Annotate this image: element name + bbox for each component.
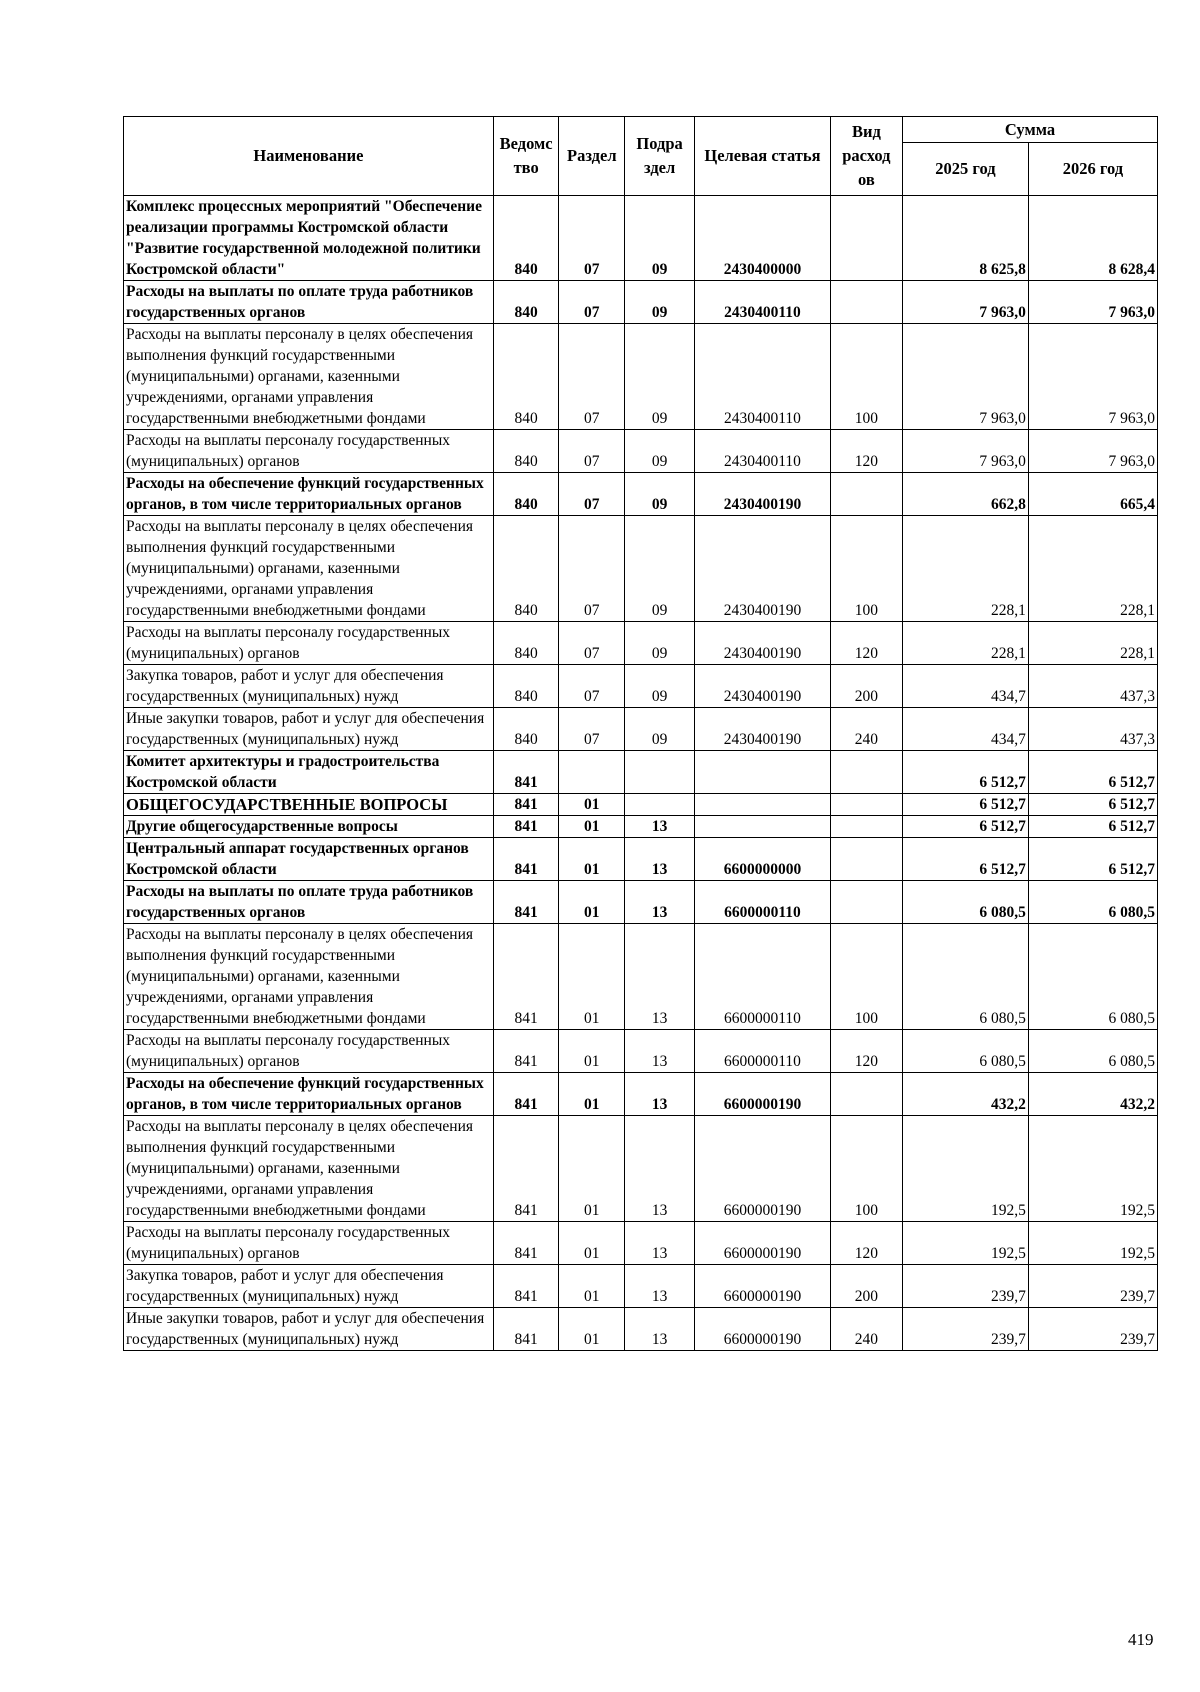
table-row xyxy=(124,1308,1158,1351)
cell-name: Расходы на выплаты персоналу государственных (муниципальных) органов xyxy=(124,1030,494,1073)
cell-exp-type: 120 xyxy=(830,622,902,665)
cell-name: Комплекс процессных мероприятий "Обеспечение реализации программы Костромской области "Развитие государственной молодежной политики Костромской области" xyxy=(124,196,494,281)
cell-sum-2026: 192,5 xyxy=(1028,1222,1157,1265)
cell-dept: 841 xyxy=(493,794,559,816)
cell-sum-2025: 432,2 xyxy=(903,1073,1029,1116)
page-number: 419 xyxy=(1128,1630,1154,1649)
cell-dept: 841 xyxy=(493,838,559,881)
cell-subsection: 09 xyxy=(625,324,695,430)
table-header xyxy=(124,117,1158,196)
cell-subsection: 13 xyxy=(625,1308,695,1351)
cell-target: 2430400000 xyxy=(695,196,831,281)
cell-sum-2026: 6 080,5 xyxy=(1028,1030,1157,1073)
cell-section: 07 xyxy=(559,665,625,708)
cell-name: Расходы на выплаты персоналу в целях обеспечения выполнения функций государственными (муниципальными) органами, казенными учреждениями, органами управления государственными внебюджетными фондами xyxy=(124,1116,494,1222)
table-row xyxy=(124,665,1158,708)
cell-sum-2026: 192,5 xyxy=(1028,1116,1157,1222)
cell-dept: 841 xyxy=(493,1116,559,1222)
cell-name: Другие общегосударственные вопросы xyxy=(124,816,494,838)
cell-name: Расходы на выплаты персоналу в целях обеспечения выполнения функций государственными (муниципальными) органами, казенными учреждениями, органами управления государственными внебюджетными фондами xyxy=(124,516,494,622)
cell-target: 6600000000 xyxy=(695,838,831,881)
cell-section xyxy=(559,751,625,794)
cell-exp-type: 100 xyxy=(830,924,902,1030)
cell-name: Расходы на выплаты персоналу государственных (муниципальных) органов xyxy=(124,430,494,473)
cell-subsection xyxy=(625,794,695,816)
cell-name: Центральный аппарат государственных органов Костромской области xyxy=(124,838,494,881)
cell-subsection: 13 xyxy=(625,1030,695,1073)
cell-name: ОБЩЕГОСУДАРСТВЕННЫЕ ВОПРОСЫ xyxy=(124,794,494,816)
cell-target: 2430400110 xyxy=(695,430,831,473)
cell-sum-2025: 6 512,7 xyxy=(903,816,1029,838)
cell-sum-2026: 437,3 xyxy=(1028,708,1157,751)
cell-sum-2026: 7 963,0 xyxy=(1028,430,1157,473)
cell-dept: 841 xyxy=(493,1265,559,1308)
header-dept: Ведомс тво xyxy=(493,117,559,196)
cell-sum-2026: 6 080,5 xyxy=(1028,924,1157,1030)
cell-section: 07 xyxy=(559,281,625,324)
cell-target xyxy=(695,816,831,838)
cell-exp-type xyxy=(830,1073,902,1116)
cell-dept: 841 xyxy=(493,1308,559,1351)
cell-target xyxy=(695,794,831,816)
cell-name: Расходы на выплаты персоналу в целях обеспечения выполнения функций государственными (муниципальными) органами, казенными учреждениями, органами управления государственными внебюджетными фондами xyxy=(124,924,494,1030)
table-row xyxy=(124,281,1158,324)
cell-target: 6600000190 xyxy=(695,1116,831,1222)
table-body xyxy=(124,196,1158,1351)
cell-sum-2025: 7 963,0 xyxy=(903,281,1029,324)
cell-exp-type: 100 xyxy=(830,324,902,430)
table-row xyxy=(124,473,1158,516)
cell-sum-2025: 6 080,5 xyxy=(903,1030,1029,1073)
cell-sum-2025: 7 963,0 xyxy=(903,430,1029,473)
cell-name: Иные закупки товаров, работ и услуг для обеспечения государственных (муниципальных) нужд xyxy=(124,708,494,751)
cell-dept: 840 xyxy=(493,430,559,473)
table-row xyxy=(124,196,1158,281)
cell-subsection: 09 xyxy=(625,281,695,324)
cell-sum-2025: 8 625,8 xyxy=(903,196,1029,281)
cell-sum-2026: 8 628,4 xyxy=(1028,196,1157,281)
cell-name: Закупка товаров, работ и услуг для обеспечения государственных (муниципальных) нужд xyxy=(124,1265,494,1308)
cell-subsection: 13 xyxy=(625,838,695,881)
cell-dept: 841 xyxy=(493,881,559,924)
cell-dept: 840 xyxy=(493,473,559,516)
cell-subsection: 09 xyxy=(625,665,695,708)
cell-dept: 841 xyxy=(493,816,559,838)
header-exp-type: Вид расход ов xyxy=(830,117,902,196)
cell-subsection xyxy=(625,751,695,794)
cell-exp-type xyxy=(830,838,902,881)
cell-name: Иные закупки товаров, работ и услуг для обеспечения государственных (муниципальных) нужд xyxy=(124,1308,494,1351)
cell-sum-2026: 228,1 xyxy=(1028,516,1157,622)
cell-exp-type xyxy=(830,751,902,794)
cell-section: 01 xyxy=(559,1073,625,1116)
cell-section: 01 xyxy=(559,838,625,881)
cell-exp-type: 200 xyxy=(830,1265,902,1308)
budget-table xyxy=(123,116,1158,1351)
table-row xyxy=(124,1116,1158,1222)
cell-exp-type xyxy=(830,816,902,838)
cell-sum-2026: 6 080,5 xyxy=(1028,881,1157,924)
header-year-2025: 2025 год xyxy=(903,143,1029,196)
cell-section: 01 xyxy=(559,881,625,924)
cell-dept: 840 xyxy=(493,622,559,665)
cell-exp-type: 240 xyxy=(830,1308,902,1351)
cell-target: 2430400190 xyxy=(695,622,831,665)
header-name: Наименование xyxy=(124,117,494,196)
cell-name: Расходы на обеспечение функций государственных органов, в том числе территориальных органов xyxy=(124,473,494,516)
cell-subsection: 13 xyxy=(625,816,695,838)
cell-exp-type: 240 xyxy=(830,708,902,751)
cell-exp-type: 120 xyxy=(830,1030,902,1073)
table-row xyxy=(124,430,1158,473)
cell-section: 01 xyxy=(559,924,625,1030)
cell-dept: 841 xyxy=(493,1222,559,1265)
cell-sum-2026: 7 963,0 xyxy=(1028,324,1157,430)
cell-exp-type xyxy=(830,473,902,516)
cell-section: 07 xyxy=(559,196,625,281)
cell-dept: 840 xyxy=(493,324,559,430)
cell-sum-2026: 6 512,7 xyxy=(1028,816,1157,838)
cell-target: 2430400190 xyxy=(695,708,831,751)
cell-subsection: 09 xyxy=(625,516,695,622)
cell-target xyxy=(695,751,831,794)
cell-dept: 840 xyxy=(493,708,559,751)
cell-section: 07 xyxy=(559,324,625,430)
cell-section: 07 xyxy=(559,430,625,473)
cell-target: 6600000190 xyxy=(695,1308,831,1351)
cell-sum-2026: 7 963,0 xyxy=(1028,281,1157,324)
table-row xyxy=(124,751,1158,794)
cell-sum-2025: 6 080,5 xyxy=(903,881,1029,924)
cell-subsection: 13 xyxy=(625,924,695,1030)
cell-sum-2025: 6 080,5 xyxy=(903,924,1029,1030)
cell-subsection: 13 xyxy=(625,1073,695,1116)
cell-target: 2430400190 xyxy=(695,665,831,708)
cell-sum-2025: 6 512,7 xyxy=(903,838,1029,881)
header-subsection: Подра здел xyxy=(625,117,695,196)
table-row xyxy=(124,622,1158,665)
cell-name: Расходы на обеспечение функций государственных органов, в том числе территориальных органов xyxy=(124,1073,494,1116)
cell-name: Комитет архитектуры и градостроительства Костромской области xyxy=(124,751,494,794)
cell-sum-2026: 432,2 xyxy=(1028,1073,1157,1116)
cell-sum-2026: 6 512,7 xyxy=(1028,838,1157,881)
cell-exp-type: 200 xyxy=(830,665,902,708)
cell-sum-2025: 662,8 xyxy=(903,473,1029,516)
cell-sum-2025: 434,7 xyxy=(903,665,1029,708)
cell-section: 07 xyxy=(559,622,625,665)
cell-name: Расходы на выплаты по оплате труда работников государственных органов xyxy=(124,281,494,324)
cell-name: Закупка товаров, работ и услуг для обеспечения государственных (муниципальных) нужд xyxy=(124,665,494,708)
cell-subsection: 09 xyxy=(625,708,695,751)
cell-target: 6600000190 xyxy=(695,1073,831,1116)
table-row xyxy=(124,324,1158,430)
cell-sum-2025: 7 963,0 xyxy=(903,324,1029,430)
cell-dept: 840 xyxy=(493,516,559,622)
cell-name: Расходы на выплаты персоналу государственных (муниципальных) органов xyxy=(124,1222,494,1265)
cell-sum-2025: 228,1 xyxy=(903,516,1029,622)
cell-exp-type xyxy=(830,196,902,281)
cell-sum-2026: 228,1 xyxy=(1028,622,1157,665)
cell-sum-2025: 6 512,7 xyxy=(903,794,1029,816)
cell-sum-2026: 437,3 xyxy=(1028,665,1157,708)
cell-exp-type: 120 xyxy=(830,1222,902,1265)
header-sum: Сумма xyxy=(903,117,1158,143)
cell-name: Расходы на выплаты персоналу в целях обеспечения выполнения функций государственными (муниципальными) органами, казенными учреждениями, органами управления государственными внебюджетными фондами xyxy=(124,324,494,430)
table-row xyxy=(124,838,1158,881)
cell-subsection: 09 xyxy=(625,473,695,516)
cell-target: 2430400110 xyxy=(695,281,831,324)
cell-sum-2026: 239,7 xyxy=(1028,1308,1157,1351)
cell-section: 01 xyxy=(559,816,625,838)
table-row xyxy=(124,794,1158,816)
cell-exp-type: 100 xyxy=(830,1116,902,1222)
cell-sum-2025: 434,7 xyxy=(903,708,1029,751)
cell-target: 6600000190 xyxy=(695,1265,831,1308)
header-year-2026: 2026 год xyxy=(1028,143,1157,196)
cell-name: Расходы на выплаты по оплате труда работников государственных органов xyxy=(124,881,494,924)
cell-section: 01 xyxy=(559,1116,625,1222)
cell-name: Расходы на выплаты персоналу государственных (муниципальных) органов xyxy=(124,622,494,665)
cell-exp-type xyxy=(830,281,902,324)
cell-dept: 841 xyxy=(493,751,559,794)
cell-sum-2026: 6 512,7 xyxy=(1028,751,1157,794)
cell-exp-type xyxy=(830,881,902,924)
table-row xyxy=(124,708,1158,751)
cell-sum-2025: 239,7 xyxy=(903,1308,1029,1351)
cell-section: 07 xyxy=(559,473,625,516)
cell-exp-type: 120 xyxy=(830,430,902,473)
cell-dept: 841 xyxy=(493,1073,559,1116)
cell-dept: 840 xyxy=(493,196,559,281)
cell-subsection: 13 xyxy=(625,1222,695,1265)
table-row xyxy=(124,1222,1158,1265)
cell-dept: 840 xyxy=(493,665,559,708)
cell-target: 2430400110 xyxy=(695,324,831,430)
cell-section: 01 xyxy=(559,1308,625,1351)
cell-sum-2026: 665,4 xyxy=(1028,473,1157,516)
table-row xyxy=(124,1030,1158,1073)
cell-sum-2025: 192,5 xyxy=(903,1222,1029,1265)
table-row xyxy=(124,1073,1158,1116)
cell-sum-2025: 239,7 xyxy=(903,1265,1029,1308)
cell-sum-2025: 192,5 xyxy=(903,1116,1029,1222)
cell-sum-2026: 6 512,7 xyxy=(1028,794,1157,816)
cell-exp-type: 100 xyxy=(830,516,902,622)
cell-section: 01 xyxy=(559,1222,625,1265)
cell-sum-2026: 239,7 xyxy=(1028,1265,1157,1308)
cell-sum-2025: 6 512,7 xyxy=(903,751,1029,794)
cell-target: 6600000110 xyxy=(695,1030,831,1073)
header-section: Раздел xyxy=(559,117,625,196)
cell-exp-type xyxy=(830,794,902,816)
cell-dept: 841 xyxy=(493,924,559,1030)
cell-section: 01 xyxy=(559,1265,625,1308)
table-row xyxy=(124,816,1158,838)
cell-target: 6600000110 xyxy=(695,881,831,924)
cell-section: 01 xyxy=(559,794,625,816)
table-row xyxy=(124,1265,1158,1308)
cell-target: 2430400190 xyxy=(695,473,831,516)
table-row xyxy=(124,881,1158,924)
cell-dept: 841 xyxy=(493,1030,559,1073)
cell-subsection: 09 xyxy=(625,430,695,473)
cell-section: 01 xyxy=(559,1030,625,1073)
cell-target: 6600000110 xyxy=(695,924,831,1030)
cell-subsection: 13 xyxy=(625,881,695,924)
table-row xyxy=(124,516,1158,622)
cell-target: 6600000190 xyxy=(695,1222,831,1265)
cell-target: 2430400190 xyxy=(695,516,831,622)
cell-section: 07 xyxy=(559,516,625,622)
cell-section: 07 xyxy=(559,708,625,751)
cell-dept: 840 xyxy=(493,281,559,324)
cell-subsection: 13 xyxy=(625,1116,695,1222)
table-row xyxy=(124,924,1158,1030)
cell-subsection: 13 xyxy=(625,1265,695,1308)
header-target: Целевая статья xyxy=(695,117,831,196)
cell-sum-2025: 228,1 xyxy=(903,622,1029,665)
cell-subsection: 09 xyxy=(625,196,695,281)
cell-subsection: 09 xyxy=(625,622,695,665)
